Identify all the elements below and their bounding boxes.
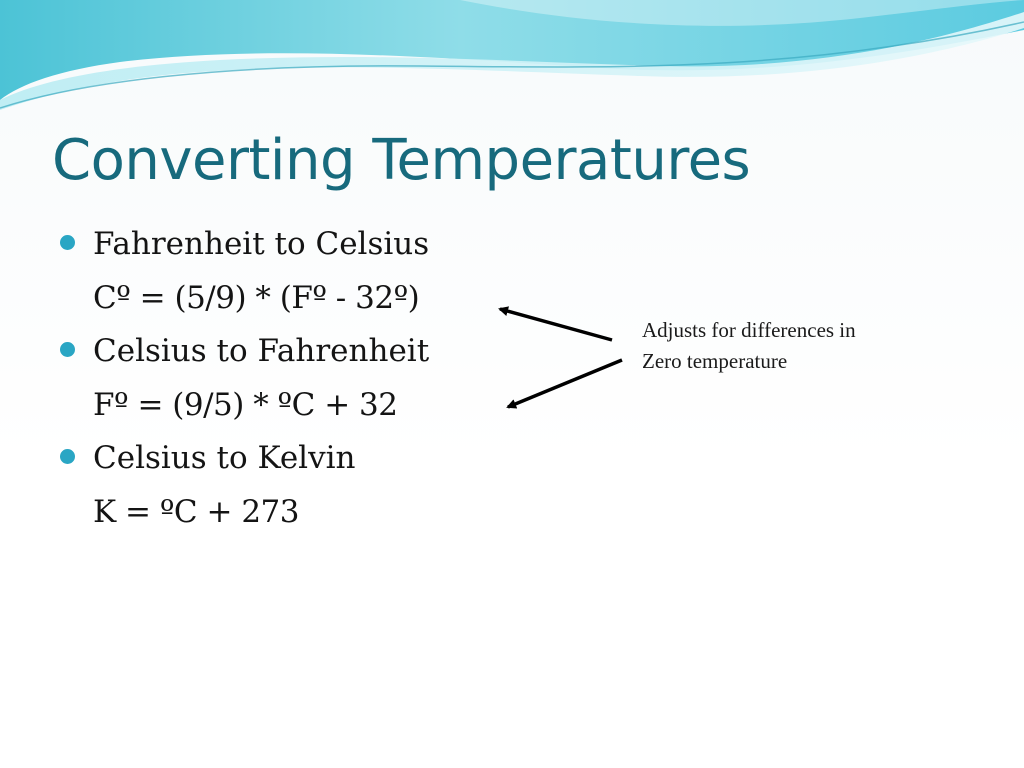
bullet-item-fahrenheit-to-celsius [60,222,530,276]
bullet-item-celsius-to-kelvin [60,436,530,490]
formula-c-to-f: Fº = (9/5) * ºC + 32 [93,386,398,423]
annotation-line-1: Adjusts for differences in [642,318,856,342]
formula-line [60,490,530,544]
bullet-list [60,222,530,543]
slide-title: Converting Temperatures [52,128,751,193]
bullet-icon [60,342,75,357]
formula-line [60,276,530,330]
bullet-label: Celsius to Kelvin [93,440,356,476]
header-wave-decoration [0,0,1024,120]
bullet-label: Fahrenheit to Celsius [93,226,430,262]
formula-line [60,383,530,437]
bullet-icon [60,449,75,464]
annotation-text [642,315,932,377]
formula-c-to-k: K = ºC + 273 [93,493,299,530]
bullet-label: Celsius to Fahrenheit [93,333,430,369]
bullet-item-celsius-to-fahrenheit [60,329,530,383]
formula-f-to-c: Cº = (5/9) * (Fº - 32º) [93,279,420,316]
bullet-icon [60,235,75,250]
annotation-line-2: Zero temperature [642,349,788,373]
